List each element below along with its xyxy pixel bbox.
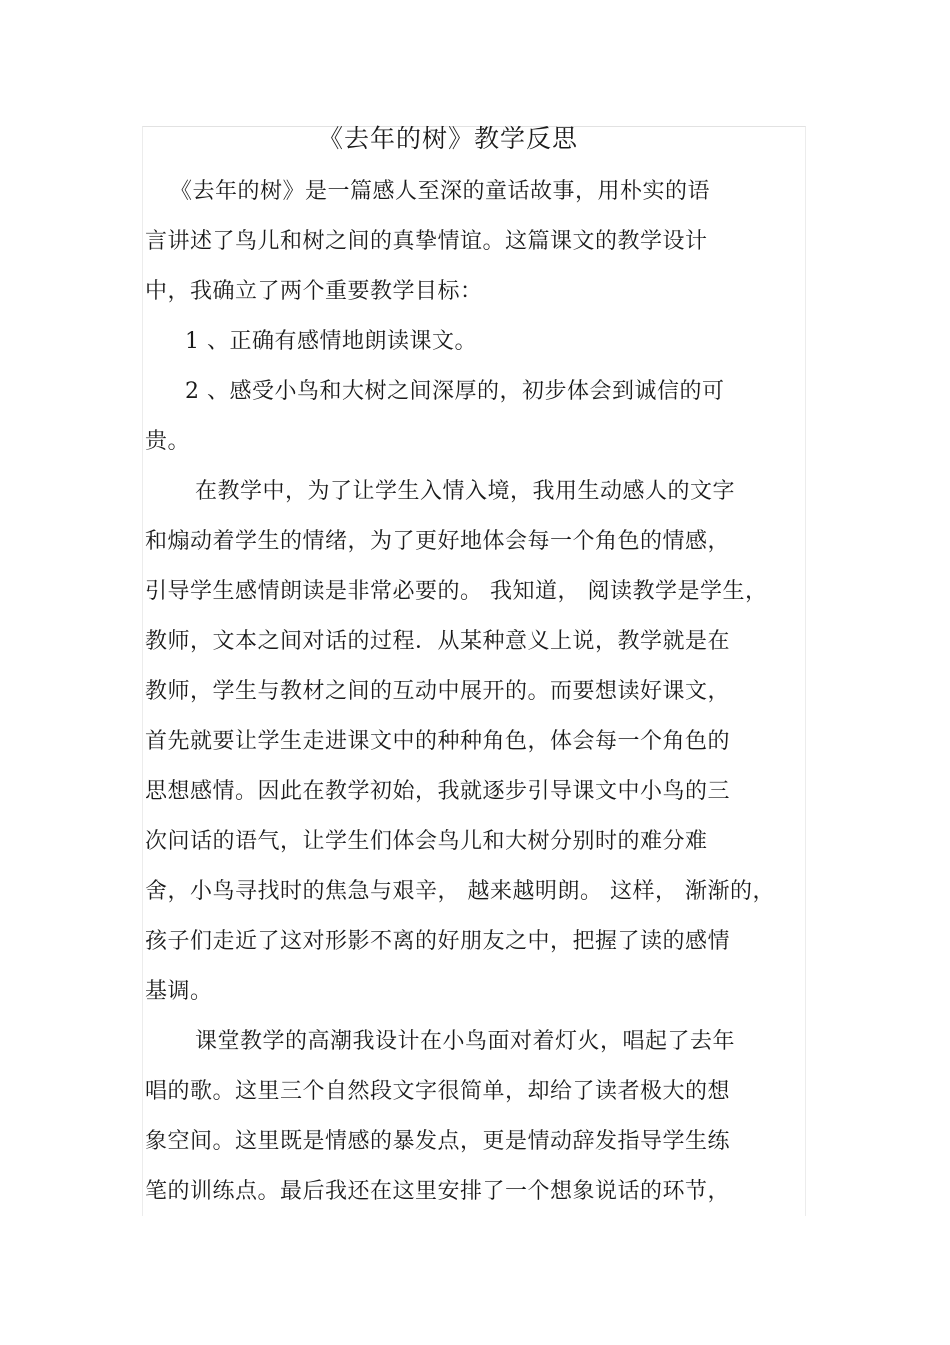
paragraph-line: 孩子们走近了这对形影不离的好朋友之中，把握了读的感情 [145, 929, 731, 954]
paragraph-line: 中，我确立了两个重要教学目标： [145, 279, 483, 304]
paragraph-line: 思想感情。因此在教学初始，我就逐步引导课文中小鸟的三 [145, 779, 731, 804]
paragraph-line: 次问话的语气，让学生们体会鸟儿和大树分别时的难分难 [145, 829, 708, 854]
paragraph-line: 引导学生感情朗读是非常必要的。 我知道， 阅读教学是学生， [145, 579, 768, 604]
paragraph-line: 基调。 [145, 979, 213, 1004]
paragraph-line: 首先就要让学生走进课文中的种种角色，体会每一个角色的 [145, 729, 731, 754]
list-item: 1 、正确有感情地朗读课文。 [185, 329, 477, 354]
paragraph-line: 笔的训练点。最后我还在这里安排了一个想象说话的环节， [145, 1179, 731, 1204]
paragraph-line: 和煽动着学生的情绪，为了更好地体会每一个角色的情感， [145, 529, 731, 554]
paragraph-line: 课堂教学的高潮我设计在小鸟面对着灯火，唱起了去年 [195, 1029, 736, 1054]
paragraph-line: 教师，文本之间对话的过程．从某种意义上说，教学就是在 [145, 629, 731, 654]
paragraph-line: 《去年的树》是一篇感人至深的童话故事，用朴实的语 [170, 179, 711, 204]
paragraph-line: 贵。 [145, 429, 191, 454]
paragraph-line: 在教学中，为了让学生入情入境，我用生动感人的文字 [195, 479, 736, 504]
paragraph-line: 教师，学生与教材之间的互动中展开的。而要想读好课文， [145, 679, 731, 704]
paragraph-line: 言讲述了鸟儿和树之间的真挚情谊。这篇课文的教学设计 [145, 229, 708, 254]
list-item: 2 、感受小鸟和大树之间深厚的，初步体会到诚信的可 [185, 379, 725, 404]
paragraph-line: 唱的歌。这里三个自然段文字很简单，却给了读者极大的想 [145, 1079, 731, 1104]
document-title: 《去年的树》教学反思 [318, 124, 579, 153]
paragraph-line: 象空间。这里既是情感的暴发点，更是情动辞发指导学生练 [145, 1129, 731, 1154]
paragraph-line: 舍，小鸟寻找时的焦急与艰辛， 越来越明朗。 这样， 渐渐的， [145, 879, 775, 904]
